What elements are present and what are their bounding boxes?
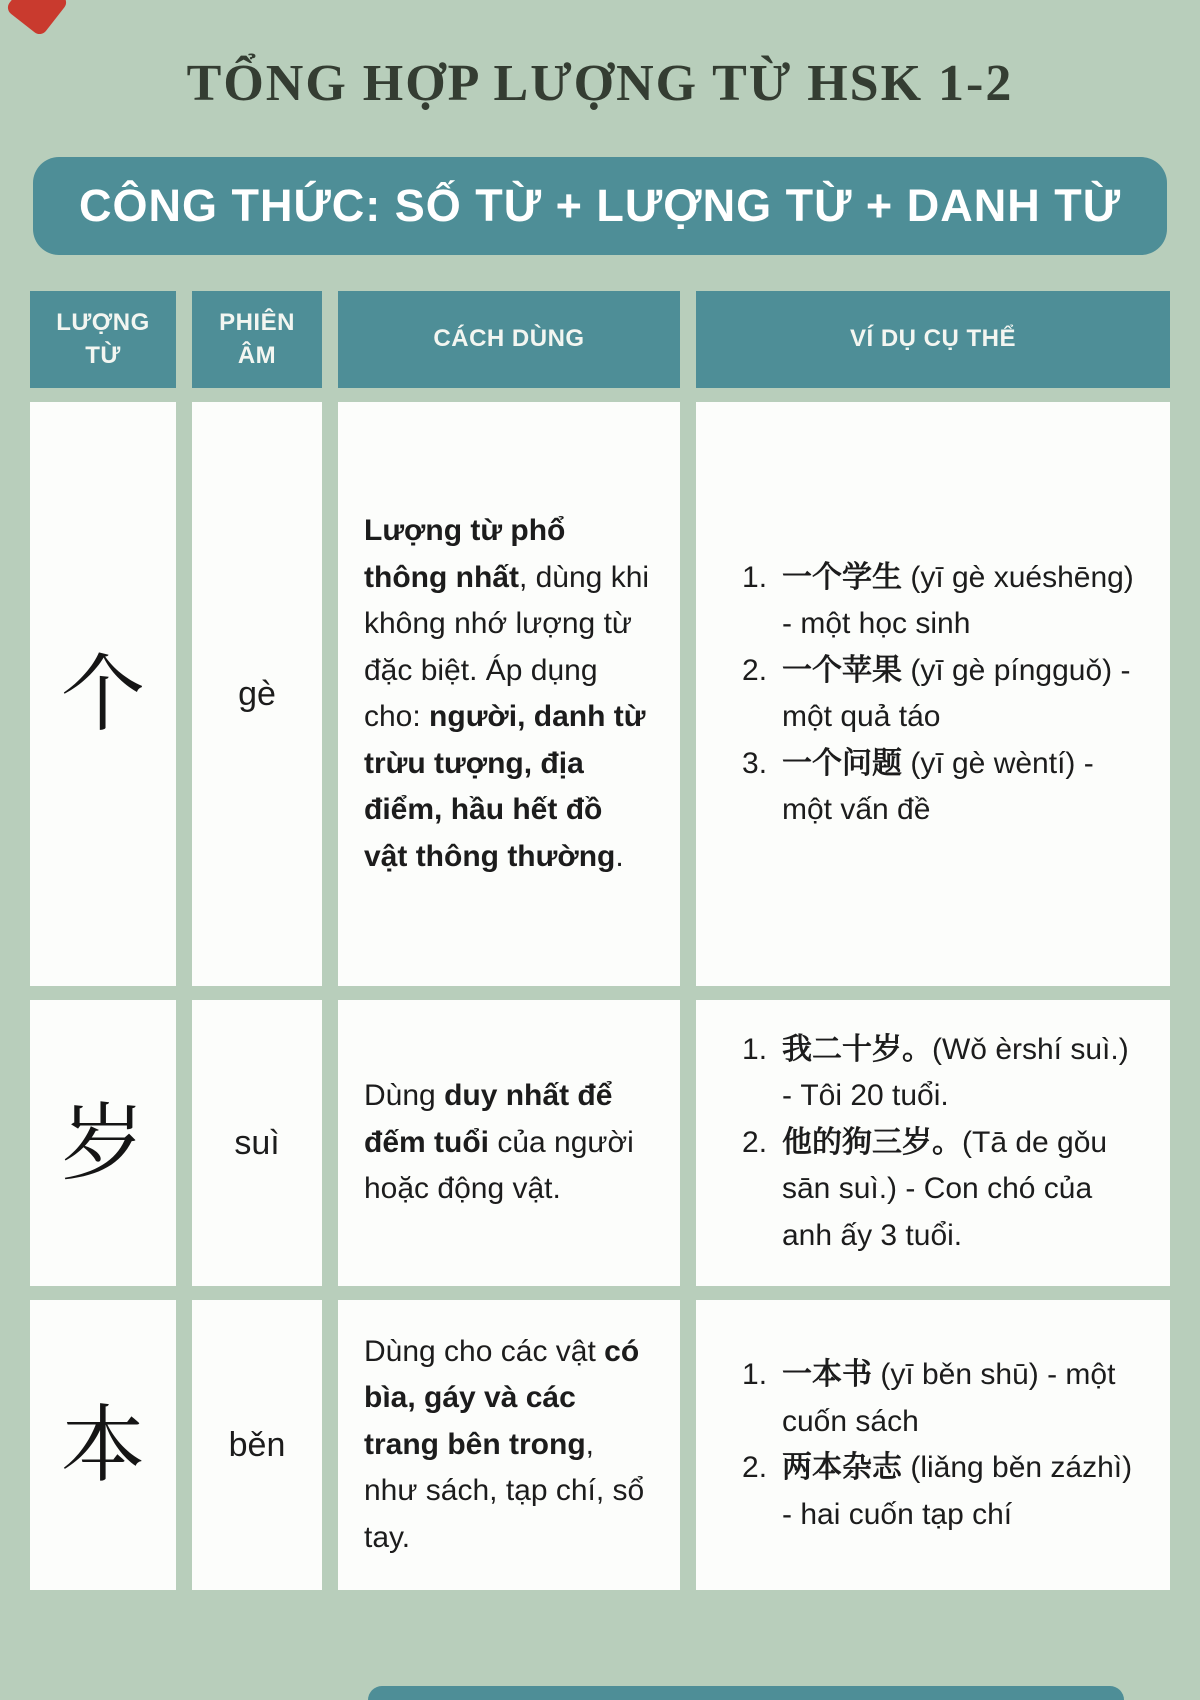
column-header-cach-dung bbox=[338, 291, 680, 388]
text-run: , như sách, tạp chí, sổ tay. bbox=[364, 1427, 645, 1554]
example-item bbox=[742, 741, 1144, 834]
hanzi-character: 岁 bbox=[60, 1096, 145, 1190]
usage-text bbox=[364, 1073, 654, 1213]
bold-text-run: 一个学生 bbox=[782, 560, 902, 594]
page-title: TỔNG HỢP LƯỢNG TỪ HSK 1-2 bbox=[186, 55, 1014, 112]
text-run: (yī gè xuéshēng) - một học sinh bbox=[782, 560, 1134, 640]
bold-text-run: 他的狗三岁。 bbox=[782, 1125, 962, 1159]
example-item bbox=[742, 555, 1144, 648]
example-item bbox=[742, 1027, 1144, 1120]
column-header-luong-tu bbox=[30, 291, 176, 388]
example-item bbox=[742, 1352, 1144, 1445]
example-item bbox=[742, 1120, 1144, 1260]
pinyin-text: suì bbox=[234, 1123, 280, 1162]
bold-text-run: 一本书 bbox=[782, 1358, 872, 1391]
text-run: (Tā de gǒu sān suì.) - Con chó của anh ấy 3 tuổi. bbox=[782, 1125, 1108, 1252]
example-list bbox=[742, 555, 1144, 834]
pinyin-cell bbox=[192, 402, 322, 986]
measure-word-table bbox=[30, 291, 1170, 1590]
example-item bbox=[742, 1445, 1144, 1538]
bold-text-run: duy nhất để đếm tuổi bbox=[364, 1079, 613, 1159]
usage-text bbox=[364, 1329, 654, 1562]
formula-banner-text: CÔNG THỨC: SỐ TỪ + LƯỢNG TỪ + DANH TỪ bbox=[78, 180, 1122, 231]
hanzi-cell bbox=[30, 402, 176, 986]
column-header-phien-am bbox=[192, 291, 322, 388]
examples-cell bbox=[696, 1000, 1170, 1286]
bold-text-run: 两本杂志 bbox=[782, 1451, 902, 1484]
text-run: (yī běn shū) - một cuốn sách bbox=[782, 1358, 1116, 1438]
pinyin-cell bbox=[192, 1300, 322, 1590]
column-header-label: LƯỢNG TỪ bbox=[56, 309, 150, 369]
pinyin-cell bbox=[192, 1000, 322, 1286]
bold-text-run: Lượng từ phổ thông nhất bbox=[364, 514, 566, 594]
column-header-label: VÍ DỤ CỤ THỂ bbox=[849, 325, 1016, 353]
text-run: Dùng cho các vật bbox=[364, 1334, 605, 1368]
text-run: Dùng bbox=[364, 1079, 445, 1113]
next-section-banner-edge bbox=[368, 1686, 1124, 1700]
bold-text-run: 一个苹果 bbox=[782, 653, 902, 687]
text-run: , dùng khi không nhớ lượng từ đặc biệt. Áp dụng cho: bbox=[364, 560, 650, 733]
example-list bbox=[742, 1027, 1144, 1260]
bold-text-run: có bìa, gáy và các trang bên trong bbox=[364, 1334, 640, 1461]
hanzi-cell bbox=[30, 1000, 176, 1286]
hanzi-character: 个 bbox=[60, 647, 145, 741]
bold-text-run: người, danh từ trừu tượng, địa điểm, hầu hết đồ vật thông thường bbox=[364, 700, 646, 873]
text-run: (yī gè píngguǒ) - một quả táo bbox=[782, 653, 1131, 733]
text-run: (yī gè wèntí) - một vấn đề bbox=[782, 746, 1094, 826]
column-header-vi-du-cu-the bbox=[696, 291, 1170, 388]
hanzi-character: 本 bbox=[60, 1398, 145, 1492]
usage-cell bbox=[338, 1300, 680, 1590]
text-run: (Wǒ èrshí suì.) - Tôi 20 tuổi. bbox=[782, 1032, 1129, 1113]
column-header-label: CÁCH DÙNG bbox=[433, 325, 585, 353]
pinyin-text: gè bbox=[238, 674, 276, 713]
usage-cell bbox=[338, 1000, 680, 1286]
example-list bbox=[742, 1352, 1144, 1538]
text-run: của người hoặc động vật. bbox=[364, 1125, 634, 1206]
bold-text-run: 我二十岁。 bbox=[782, 1032, 932, 1066]
usage-text bbox=[364, 508, 654, 880]
example-item bbox=[742, 648, 1144, 741]
examples-cell bbox=[696, 1300, 1170, 1590]
bold-text-run: 一个问题 bbox=[782, 746, 902, 780]
text-run: (liǎng běn zázhì) - hai cuốn tạp chí bbox=[782, 1451, 1133, 1531]
usage-cell bbox=[338, 402, 680, 986]
text-run: . bbox=[615, 839, 624, 873]
examples-cell bbox=[696, 402, 1170, 986]
pinyin-text: běn bbox=[228, 1425, 286, 1464]
hanzi-cell bbox=[30, 1300, 176, 1590]
formula-banner bbox=[33, 157, 1167, 255]
column-header-label: PHIÊN ÂM bbox=[219, 309, 295, 369]
